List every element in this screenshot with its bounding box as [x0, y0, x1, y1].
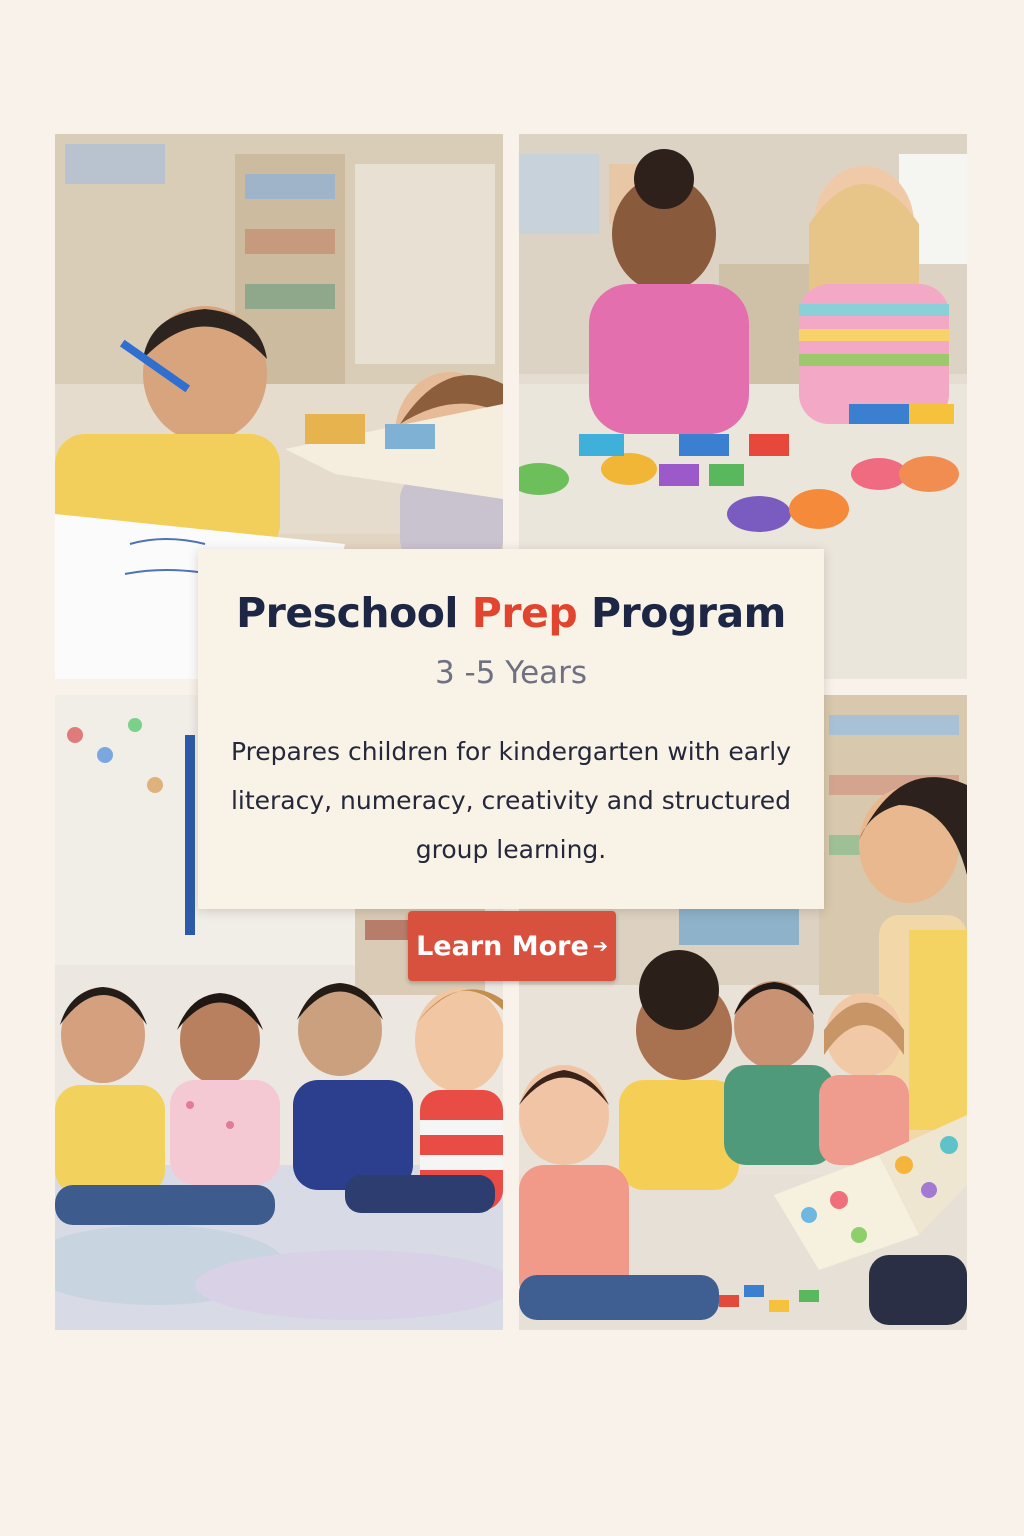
program-title — [198, 589, 824, 637]
arrow-right-icon: ➔ — [592, 935, 608, 957]
program-info-card — [198, 549, 824, 909]
title-highlight: Prep — [471, 589, 578, 637]
age-range: 3 -5 Years — [434, 655, 588, 691]
title-part-2: Program — [577, 589, 786, 637]
program-description: Prepares children for kindergarten with early literacy, numeracy, creativity and structured group learning. — [230, 737, 792, 864]
title-part-1: Preschool — [236, 589, 472, 637]
learn-more-button[interactable] — [408, 911, 616, 981]
learn-more-label: Learn More — [416, 930, 589, 962]
